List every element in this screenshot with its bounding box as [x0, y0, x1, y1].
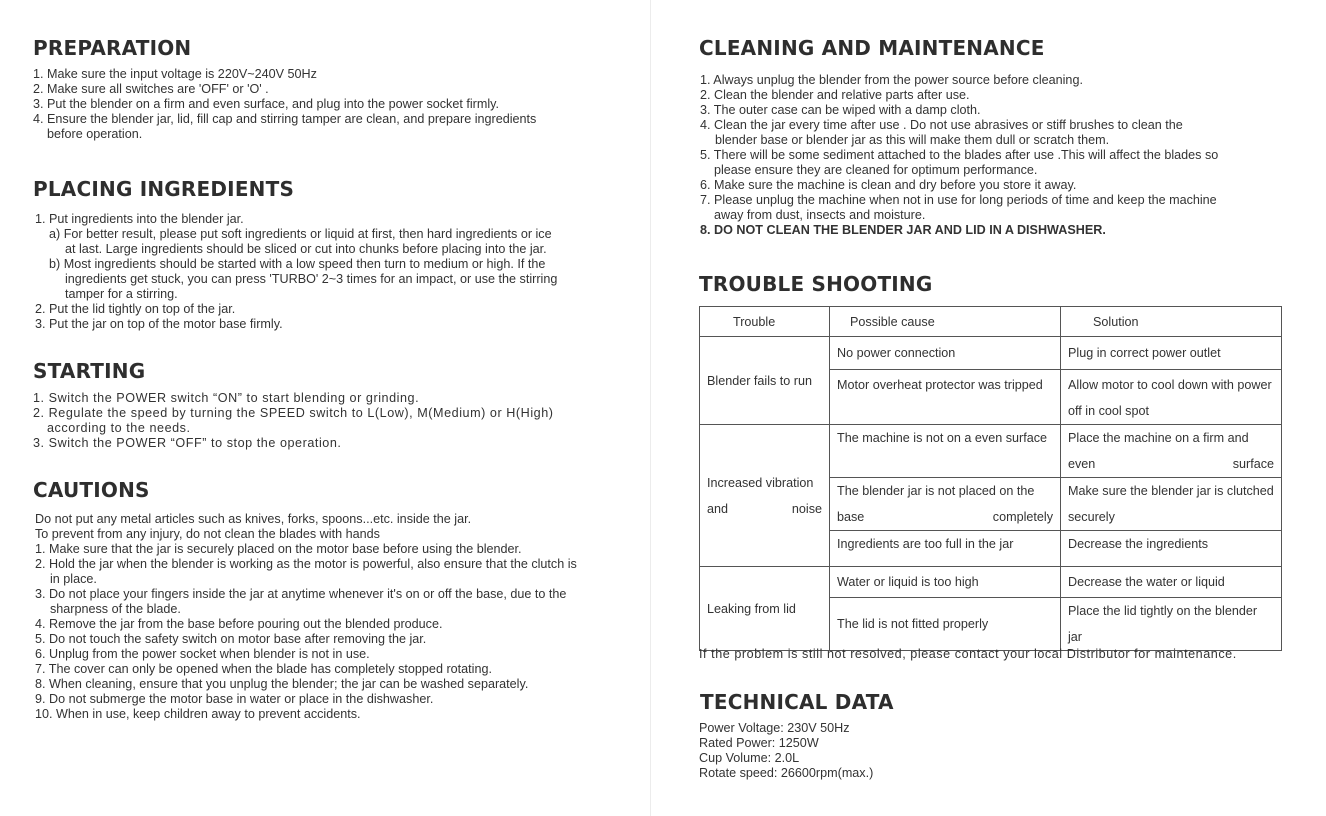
list-item: 2. Put the lid tightly on top of the jar.: [35, 302, 236, 316]
list-item: 4. Clean the jar every time after use . Do not use abrasives or stiff brushes to clean the: [700, 118, 1183, 132]
left-page: [0, 0, 651, 816]
list-item: Rated Power: 1250W: [699, 736, 819, 750]
list-item: Power Voltage: 230V 50Hz: [699, 721, 850, 735]
cautions-list: [35, 512, 577, 722]
list-item: 9. Do not submerge the motor base in water or place in the dishwasher.: [35, 692, 434, 706]
table-header-row: [700, 307, 1282, 337]
list-item: b) Most ingredients should be started with a low speed then turn to medium or high. If the: [49, 257, 546, 271]
column-header: Possible cause: [830, 307, 1061, 337]
technical-data-list: [699, 721, 873, 781]
list-item: 2. Hold the jar when the blender is working as the motor is powerful, also ensure that the clutch is: [35, 557, 577, 571]
list-item: at last. Large ingredients should be sliced or cut into chunks before placing into the jar.: [65, 242, 547, 256]
cause-cell: The blender jar is not placed on the base completely: [830, 478, 1061, 531]
cautions-heading: CAUTIONS: [33, 478, 150, 502]
list-item: tamper for a stirring.: [65, 287, 178, 301]
preparation-list: [33, 67, 536, 142]
cleaning-heading: CLEANING AND MAINTENANCE: [699, 36, 1045, 60]
list-item: 6. Unplug from the power socket when blender is not in use.: [35, 647, 370, 661]
column-header: Trouble: [700, 307, 830, 337]
list-item: Rotate speed: 26600rpm(max.): [699, 766, 874, 780]
list-item: in place.: [50, 572, 97, 586]
list-item: 4. Remove the jar from the base before pouring out the blended produce.: [35, 617, 443, 631]
preparation-heading: PREPARATION: [33, 36, 192, 60]
list-item: 1. Put ingredients into the blender jar.: [35, 212, 244, 226]
list-item: 2. Clean the blender and relative parts after use.: [700, 88, 970, 102]
solution-cell: Place the machine on a firm and even surface: [1061, 425, 1282, 478]
solution-cell: Allow motor to cool down with power off in cool spot: [1061, 370, 1282, 425]
solution-cell: Decrease the ingredients: [1061, 531, 1282, 567]
cause-cell: No power connection: [830, 337, 1061, 370]
cause-cell: Ingredients are too full in the jar: [830, 531, 1061, 567]
right-page: [651, 0, 1326, 816]
cause-cell: Motor overheat protector was tripped: [830, 370, 1061, 425]
list-item: 10. When in use, keep children away to prevent accidents.: [35, 707, 361, 721]
maintenance-note: If the problem is still not resolved, please contact your local Distributor for maintenance.: [699, 647, 1237, 661]
solution-cell: Place the lid tightly on the blender jar: [1061, 598, 1282, 651]
trouble-shooting-table: [699, 306, 1282, 651]
list-item: ingredients get stuck, you can press 'TURBO' 2~3 times for an impact, or use the stirring: [65, 272, 558, 286]
cause-cell: The lid is not fitted properly: [830, 598, 1061, 651]
list-item: 8. When cleaning, ensure that you unplug the blender; the jar can be washed separately.: [35, 677, 529, 691]
list-item: 3. Do not place your fingers inside the jar at anytime whenever it's on or off the base, due to the: [35, 587, 567, 601]
solution-cell: Plug in correct power outlet: [1061, 337, 1282, 370]
list-item: Cup Volume: 2.0L: [699, 751, 800, 765]
list-item: 3. Put the blender on a firm and even surface, and plug into the power socket firmly.: [33, 97, 499, 111]
list-item: according to the needs.: [47, 421, 191, 435]
starting-heading: STARTING: [33, 359, 146, 383]
solution-cell: Decrease the water or liquid: [1061, 567, 1282, 598]
placing-ingredients-list: [35, 212, 557, 332]
list-item: 3. The outer case can be wiped with a damp cloth.: [700, 103, 981, 117]
list-item: 4. Ensure the blender jar, lid, fill cap and stirring tamper are clean, and prepare ingredients: [33, 112, 537, 126]
list-item: 6. Make sure the machine is clean and dry before you store it away.: [700, 178, 1077, 192]
column-header: Solution: [1061, 307, 1282, 337]
list-item: before operation.: [47, 127, 143, 141]
list-item: Do not put any metal articles such as knives, forks, spoons...etc. inside the jar.: [35, 512, 472, 526]
list-item: To prevent from any injury, do not clean the blades with hands: [35, 527, 380, 541]
list-item: 1. Switch the POWER switch “ON” to start blending or grinding.: [33, 391, 420, 405]
placing-ingredients-heading: PLACING INGREDIENTS: [33, 177, 295, 201]
trouble-cell: Blender fails to run: [700, 337, 830, 425]
technical-data-heading: TECHNICAL DATA: [700, 690, 894, 714]
list-item: 7. Please unplug the machine when not in use for long periods of time and keep the machine: [700, 193, 1217, 207]
list-item: 2. Make sure all switches are 'OFF' or 'O' .: [33, 82, 269, 96]
list-item: 5. There will be some sediment attached to the blades after use .This will affect the blades so: [700, 148, 1219, 162]
list-item: 1. Make sure that the jar is securely placed on the motor base before using the blender.: [35, 542, 522, 556]
list-item: 3. Switch the POWER “OFF” to stop the operation.: [33, 436, 342, 450]
list-item: 1. Make sure the input voltage is 220V~240V 50Hz: [33, 67, 317, 81]
list-item: 1. Always unplug the blender from the power source before cleaning.: [700, 73, 1083, 87]
dishwasher-warning: 8. DO NOT CLEAN THE BLENDER JAR AND LID IN A DISHWASHER.: [700, 223, 1106, 237]
solution-cell: Make sure the blender jar is clutched securely: [1061, 478, 1282, 531]
cleaning-list: [700, 73, 1218, 238]
list-item: 7. The cover can only be opened when the blade has completely stopped rotating.: [35, 662, 492, 676]
table-row: [700, 425, 1282, 478]
table-row: [700, 337, 1282, 370]
starting-list: [33, 391, 554, 451]
trouble-cell: Leaking from lid: [700, 567, 830, 651]
trouble-shooting-heading: TROUBLE SHOOTING: [699, 272, 933, 296]
list-item: please ensure they are cleaned for optimum performance.: [714, 163, 1038, 177]
list-item: 2. Regulate the speed by turning the SPEED switch to L(Low), M(Medium) or H(High): [33, 406, 554, 420]
table-row: [700, 567, 1282, 598]
list-item: a) For better result, please put soft ingredients or liquid at first, then hard ingredients or ice: [49, 227, 552, 241]
list-item: 5. Do not touch the safety switch on motor base after removing the jar.: [35, 632, 427, 646]
trouble-cell: Increased vibration and noise: [700, 425, 830, 567]
list-item: blender base or blender jar as this will make them dull or scratch them.: [715, 133, 1110, 147]
cause-cell: Water or liquid is too high: [830, 567, 1061, 598]
list-item: sharpness of the blade.: [50, 602, 181, 616]
list-item: away from dust, insects and moisture.: [714, 208, 926, 222]
cause-cell: The machine is not on a even surface: [830, 425, 1061, 478]
list-item: 3. Put the jar on top of the motor base firmly.: [35, 317, 283, 331]
